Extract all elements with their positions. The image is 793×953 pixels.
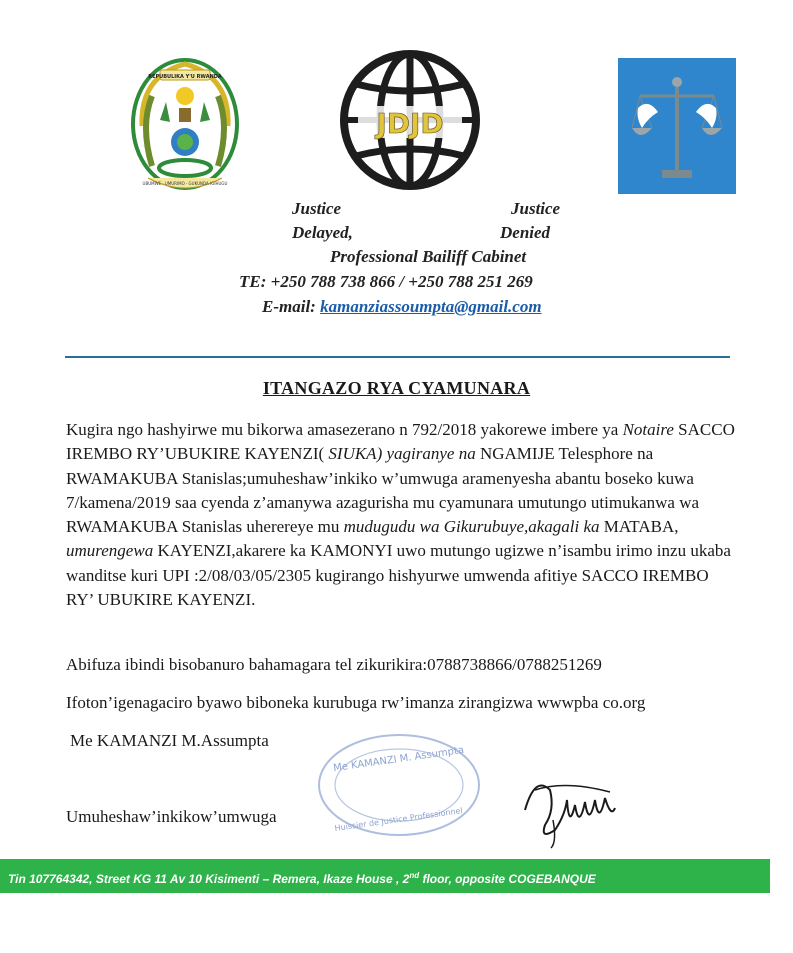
footer-text-end: floor, opposite COGEBANQUE <box>419 872 596 886</box>
bailiff-name: Me KAMANZI M.Assumpta <box>70 731 269 750</box>
notice-title: ITANGAZO RYA CYAMUNARA <box>262 378 531 398</box>
handwritten-signature <box>515 770 635 850</box>
text-segment: SIUKA) yagiranye na <box>328 444 476 464</box>
stamp-subtext: Huissier de Justice Professionnel <box>334 806 464 833</box>
text-segment: NGAMIJE Telesphore na RWAMAKUBA Stanislas;umuheshaw’inkiko w’umwuga aramenyesha abantu boseko kuwa 7/kamena/2019 saa cyenda z’amanywa azagurisha mu cyamunara umutungo utimukanwa wa RWAMAKUBA Stanislas uherereye mu <box>66 444 700 537</box>
text-segment: Kugira ngo hashyirwe mu bikorwa amasezerano n 792/2018 yakorewe imbere ya <box>66 420 623 439</box>
rwanda-coat-of-arms-seal <box>130 56 240 196</box>
jdjd-globe-logo <box>336 46 484 194</box>
footer-address-bar <box>0 859 770 893</box>
text-segment: Notaire <box>622 420 674 439</box>
header-denied: Denied <box>500 223 551 242</box>
bailiff-role: Umuheshaw’inkikow’umwuga <box>66 807 277 826</box>
stamp-text: Me KAMANZI M. Assumpta <box>332 744 465 775</box>
logo-letters: JDJD <box>376 107 444 140</box>
official-stamp <box>314 730 484 840</box>
text-segment: SACCO IREMBO RY’UBUKIRE KAYENZI( <box>66 420 735 464</box>
header-cabinet: Professional Bailiff Cabinet <box>330 247 527 266</box>
email-link[interactable]: kamanziassoumpta@gmail.com <box>320 297 542 316</box>
contact-info-line: Abifuza ibindi bisobanuro bahamagara tel zikurikira:0788738866/0788251269 <box>66 655 602 674</box>
header-email-line <box>262 297 542 317</box>
header-justice-right: Justice <box>511 199 561 218</box>
header-telephone: TE: +250 788 738 866 / +250 788 251 269 <box>239 272 533 291</box>
notice-paragraph <box>66 418 738 612</box>
text-segment: mudugudu wa Gikurubuye,akagali ka <box>343 517 600 537</box>
text-segment: MATABA, <box>599 517 679 537</box>
justice-scales-logo <box>618 58 736 194</box>
seal-motto: UBUMWE · UMURIMO · GUKUNDA IGIHUGU <box>142 181 228 186</box>
header-justice-left: Justice <box>292 199 342 218</box>
footer-sup: nd <box>409 871 420 880</box>
seal-text: REPUBULIKA Y'U RWANDA <box>148 74 222 80</box>
text-segment: KAYENZI,akarere ka KAMONYI uwo mutungo ugizwe n’isambu irimo inzu ukaba wanditse kuri UPI :2/08/03/05/2305 kugirango hishyurwe umwenda afitiye SACCO IREMBO RY’ UBUKIRE KAYENZI. <box>66 541 731 610</box>
footer-text: Tin 107764342, Street KG 11 Av 10 Kisimenti – Remera, Ikaze House , 2 <box>8 872 410 886</box>
photos-info-line: Ifoton’igenagaciro byawo biboneka kurubuga rw’imanza zirangizwa wwwpba co.org <box>66 693 646 712</box>
header-divider <box>65 356 730 358</box>
email-label: E-mail: <box>262 297 316 316</box>
notice-body <box>66 418 738 612</box>
text-segment: umurengewa <box>66 541 154 561</box>
header-delayed: Delayed, <box>292 223 353 242</box>
